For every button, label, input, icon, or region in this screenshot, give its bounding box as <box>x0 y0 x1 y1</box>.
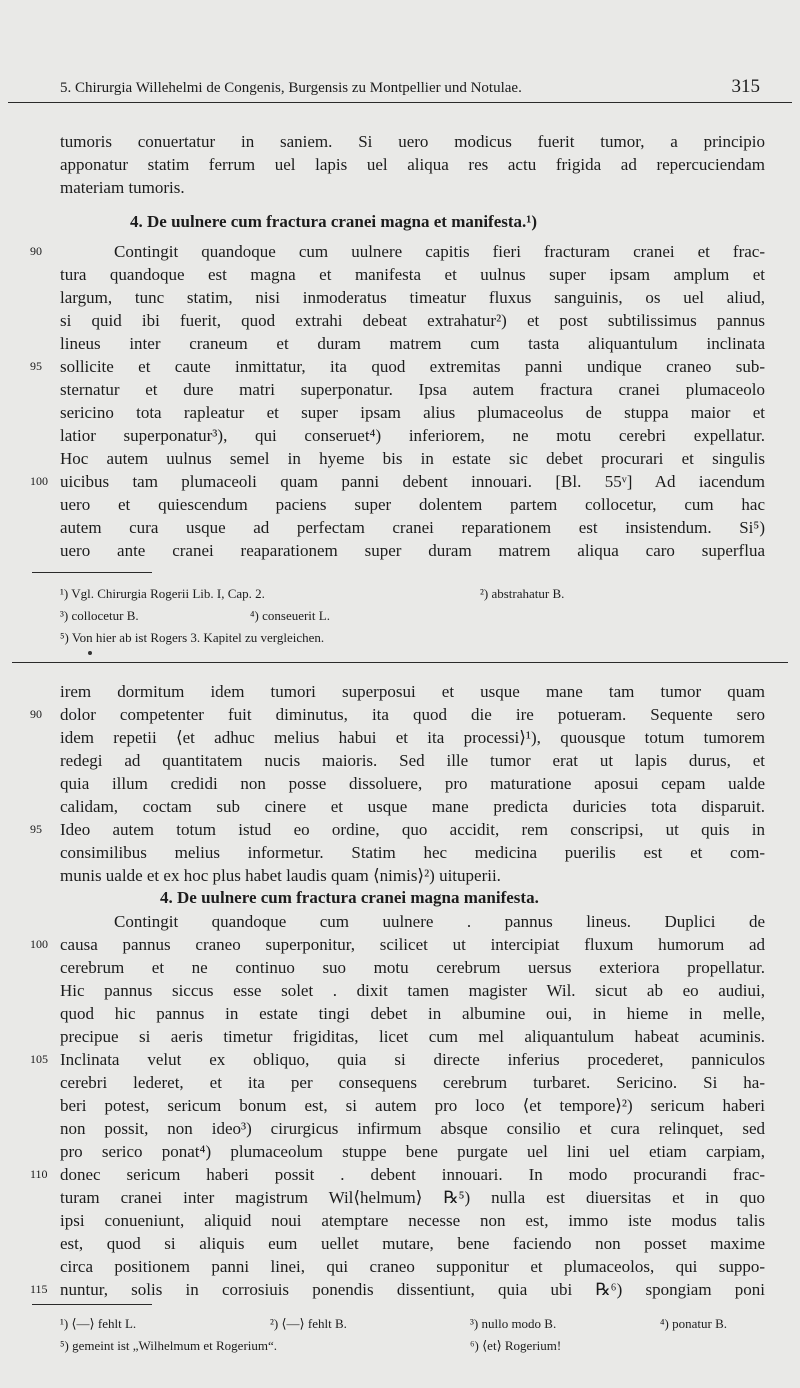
text-line: cerebri lederet, et ita per consequens cerebrum turbaret. Sericino. Si ha- <box>60 1073 765 1092</box>
bottom-text-block <box>60 680 765 887</box>
top-body <box>60 240 765 562</box>
text-line: sollicite et caute inmittatur, ita quod extremitas panni undique craneo sub- <box>60 357 765 376</box>
line-number: 95 <box>30 359 42 373</box>
text-line: consimilibus melius informetur. Statim hec medicina puerilis est et com- <box>60 843 765 862</box>
top-text-block <box>60 130 765 199</box>
footnote: ³) nullo modo B. <box>470 1316 557 1331</box>
text-line: dolor competenter fuit diminutus, ita quod die ire potueram. Sequente sero <box>60 705 765 724</box>
text-line: ipsi conueniunt, aliquid noui atemptare necesse non est, immo iste modus talis <box>60 1211 765 1230</box>
text-line: beri potest, sericum bonum est, si autem pro loco ⟨et tempore⟩²) sericum haberi <box>60 1096 765 1115</box>
text-line: tura quandoque est magna et manifesta et uulnus super ipsam amplum et <box>60 265 765 284</box>
text-line: precipue si aeris timetur frigiditas, licet cum mel aliquantulum habeat acuminis. <box>60 1027 765 1046</box>
text-line: non possit, non ideo³) cirurgicus infirmum absque consilio et cura relinquet, sed <box>60 1119 765 1138</box>
page-number: 315 <box>731 76 760 97</box>
text-line: materiam tumoris. <box>60 178 185 197</box>
text-line: donec sericum haberi possit . debent innouari. In modo procurandi frac- <box>60 1165 765 1184</box>
footnote: ⁵) Von hier ab ist Rogers 3. Kapitel zu vergleichen. <box>60 630 325 645</box>
line-number: 100 <box>30 937 48 951</box>
footnotes-top-row2 <box>60 605 330 626</box>
section-heading: 4. De uulnere cum fractura cranei magna et manifesta.¹) <box>130 212 538 231</box>
text-line: pro serico ponat⁴) plumaceolum stuppe bene purgate uel lini uel etiam carpiam, <box>60 1142 765 1161</box>
bottom-section-heading-wrap <box>60 884 765 912</box>
top-section-heading-wrap <box>60 208 765 236</box>
text-line: est, quod si aliquis eum uellet mutare, bene faciendo non posset maxime <box>60 1234 765 1253</box>
line-number: 115 <box>30 1282 48 1296</box>
text-line: Contingit quandoque cum uulnere capitis fieri fracturam cranei et frac- <box>114 242 765 261</box>
footnote: ²) abstrahatur B. <box>480 586 565 601</box>
text-line: largum, tunc statim, nisi inmoderatus timeatur fluxus sanguinis, os uel aliud, <box>60 288 765 307</box>
footnote: ⁴) conseuerit L. <box>250 608 330 623</box>
footnote-rule <box>32 1304 152 1305</box>
line-number: 110 <box>30 1167 48 1181</box>
text-line: uero ante cranei reaparationem super duram matrem aliqua caro superflua <box>60 541 765 560</box>
footnote: ¹) ⟨—⟩ fehlt L. <box>60 1316 137 1331</box>
section-divider <box>12 662 788 663</box>
text-line: Hoc autem uulnus semel in hyeme bis in estate sic debet procurari et singulis <box>60 449 765 468</box>
footnote: ³) collocetur B. <box>60 608 139 623</box>
text-line: cerebrum et ne continuo suo motu cerebrum uersus exteriora propellatur. <box>60 958 765 977</box>
line-number: 90 <box>30 707 42 721</box>
footnote: ⁴) ponatur B. <box>660 1316 727 1331</box>
text-line: sternatur et dure matri superponatur. Ipsa autem fractura cranei plumaceolo <box>60 380 765 399</box>
footnote: ¹) Vgl. Chirurgia Rogerii Lib. I, Cap. 2. <box>60 586 265 601</box>
text-line: quia illum credidi non posse dissoluere, pro maturatione aposui cepam ualde <box>60 774 765 793</box>
text-line: tumoris conuertatur in saniem. Si uero modicus fuerit tumor, a principio <box>60 132 765 151</box>
text-line: latior superponatur³), qui conseruet⁴) inferiorem, ne motu cerebri expellatur. <box>60 426 765 445</box>
footnote: ⁶) ⟨et⟩ Rogerium! <box>470 1338 562 1353</box>
text-line: causa pannus craneo superponitur, scilicet ut intercipiat fluxum humorum ad <box>60 935 765 954</box>
text-line: turam cranei inter magistrum Wil⟨helmum⟩ ℞⁵) nulla est diuersitas et in quo <box>60 1188 765 1207</box>
running-head <box>60 76 760 98</box>
line-number: 90 <box>30 244 42 258</box>
text-line: autem cura usque ad perfectam cranei reparationem est insistendum. Si⁵) <box>60 518 765 537</box>
text-line: calidam, coctam sub cinere et usque mane predicta duricies tota disparuit. <box>60 797 765 816</box>
footnote: ⁵) gemeint ist „Wilhelmum et Rogerium“. <box>60 1338 278 1353</box>
text-line: sericino tota rapleatur et super ipsam alius plumaceolus de stuppa maior et <box>60 403 765 422</box>
text-line: uicibus tam plumaceoli quam panni debent innouari. [Bl. 55ᵛ] Ad iacendum <box>60 472 765 491</box>
text-line: lineus inter craneum et duram matrem cum tasta aliquantulum inclinata <box>60 334 765 353</box>
ink-speck <box>88 651 92 655</box>
footnotes-bottom-row2 <box>60 1335 561 1356</box>
footnotes-bottom-row1 <box>60 1313 727 1334</box>
text-line: circa positionem panni linei, qui craneo supponitur et plumaceolos, qui suppo- <box>60 1257 765 1276</box>
text-line: Ideo autem totum istud eo ordine, quo accidit, rem conscripsi, ut quis in <box>60 820 765 839</box>
section-heading: 4. De uulnere cum fractura cranei magna manifesta. <box>160 888 539 907</box>
line-number: 100 <box>30 474 48 488</box>
line-number: 105 <box>30 1052 48 1066</box>
text-line: irem dormitum idem tumori superposui et usque mane tam tumor quam <box>60 682 765 701</box>
bottom-body <box>60 910 765 1301</box>
text-line: idem repetii ⟨et adhuc melius habui et ita processi⟩¹), quousque totum tumorem <box>60 728 765 747</box>
text-line: redegi ad quantitatem nucis maioris. Sed ille tumor erat ut lapis durus, et <box>60 751 765 770</box>
footnote: ²) ⟨—⟩ fehlt B. <box>270 1316 347 1331</box>
running-title: 5. Chirurgia Willehelmi de Congenis, Burgensis zu Montpellier und Notulae. <box>60 80 522 96</box>
text-line: nuntur, solis in corrosiuis ponendis dissentiunt, quia ubi ℞⁶) spongiam poni <box>60 1280 765 1299</box>
footnotes-top-row1 <box>60 583 564 604</box>
text-line: si quid ibi fuerit, quod extrahi debeat extrahatur²) et post subtilissimus pannus <box>60 311 765 330</box>
text-line: Inclinata velut ex obliquo, quia si directe inferius procederet, panniculos <box>60 1050 765 1069</box>
header-rule <box>8 102 792 103</box>
text-line: munis ualde et ex hoc plus habet laudis quam ⟨nimis⟩²) uituperii. <box>60 866 501 885</box>
footnotes-top-row3 <box>60 627 324 648</box>
text-line: quod hic pannus in estate tingi debet in albumine oui, in hieme in melle, <box>60 1004 765 1023</box>
text-line: uero et quiescendum paciens super dolentem partem collocetur, cum hac <box>60 495 765 514</box>
text-line: Contingit quandoque cum uulnere . pannus lineus. Duplici de <box>114 912 765 931</box>
line-number: 95 <box>30 822 42 836</box>
text-line: Hic pannus siccus esse solet . dixit tamen magister Wil. sicut ab eo audiui, <box>60 981 765 1000</box>
text-line: apponatur statim ferrum uel lapis uel aliqua res actu frigida ad repercuciendam <box>60 155 765 174</box>
footnote-rule <box>32 572 152 573</box>
